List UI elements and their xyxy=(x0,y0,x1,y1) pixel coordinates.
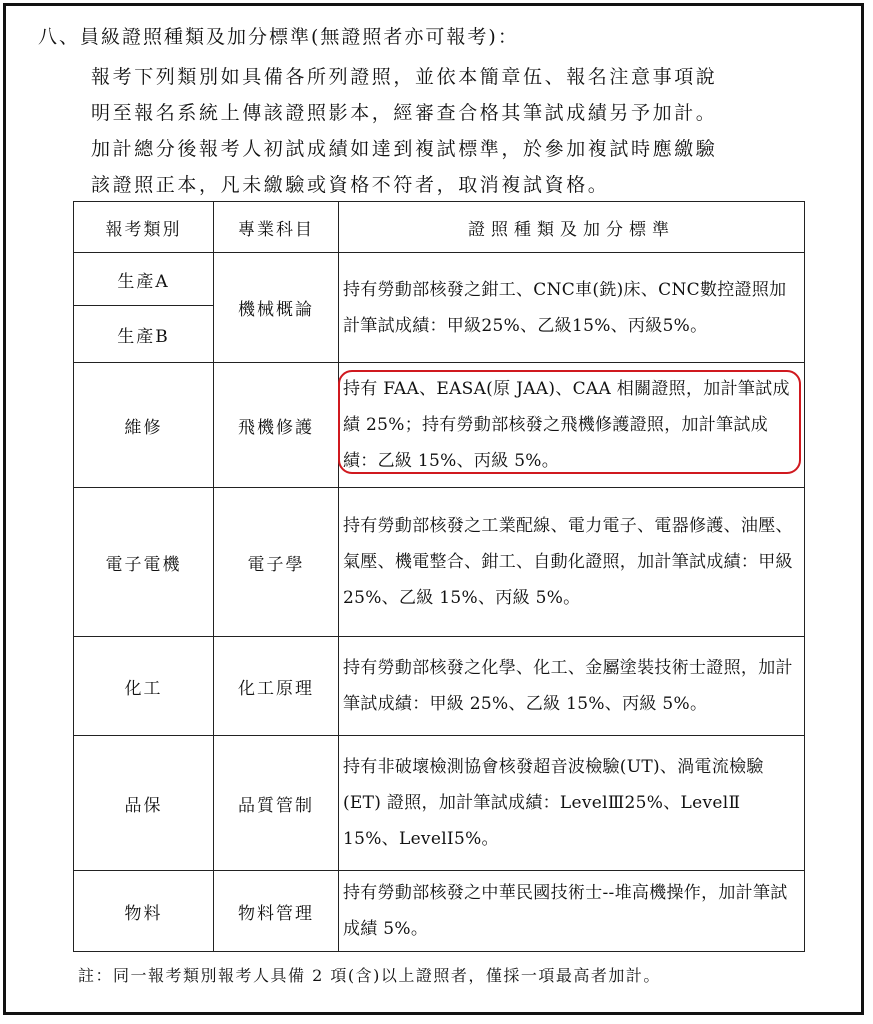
intro-line-4: 該證照正本，凡未繳驗或資格不符者，取消複試資格。 xyxy=(91,174,610,196)
row-description: 持有勞動部核發之化學、化工、金屬塗裝技術士證照，加計筆試成績：甲級 25%、乙級 15%、丙級 5%。 xyxy=(339,637,805,736)
table-row xyxy=(74,363,805,488)
header-category: 報考類別 xyxy=(74,202,214,253)
row-subject: 化工原理 xyxy=(214,637,339,736)
row-subject: 物料管理 xyxy=(214,871,339,952)
table-row xyxy=(74,871,805,952)
table-row xyxy=(74,488,805,637)
intro-line-1: 報考下列類別如具備各所列證照，並依本簡章伍、報名注意事項說 xyxy=(91,66,718,88)
header-subject: 專業科目 xyxy=(214,202,339,253)
row-category: 化工 xyxy=(74,637,214,736)
table-row xyxy=(74,736,805,871)
table-row xyxy=(74,253,805,306)
intro-line-3: 加計總分後報考人初試成績如達到複試標準，於參加複試時應繳驗 xyxy=(91,138,718,160)
row-subject: 機械概論 xyxy=(214,253,339,363)
intro-line-2: 明至報名系統上傳該證照影本，經審查合格其筆試成績另予加計。 xyxy=(91,102,718,124)
row-category: 品保 xyxy=(74,736,214,871)
row-description: 持有非破壞檢測協會核發超音波檢驗(UT)、渦電流檢驗(ET) 證照，加計筆試成績：LevelⅢ25%、LevelⅡ 15%、LevelⅠ5%。 xyxy=(339,736,805,871)
row-subject: 飛機修護 xyxy=(214,363,339,488)
row-description: 持有勞動部核發之工業配線、電力電子、電器修護、油壓、氣壓、機電整合、鉗工、自動化證照，加計筆試成績：甲級 25%、乙級 15%、丙級 5%。 xyxy=(339,488,805,637)
table-row xyxy=(74,637,805,736)
section-heading: 八、員級證照種類及加分標準(無證照者亦可報考)： xyxy=(38,26,519,48)
row-category: 物料 xyxy=(74,871,214,952)
row-subject: 品質管制 xyxy=(214,736,339,871)
row-description: 持有勞動部核發之中華民國技術士--堆高機操作，加計筆試成績 5%。 xyxy=(339,871,805,952)
row-category: 維修 xyxy=(74,363,214,488)
row-category: 電子電機 xyxy=(74,488,214,637)
row-description: 持有勞動部核發之鉗工、CNC車(銑)床、CNC數控證照加計筆試成績：甲級25%、乙級15%、丙級5%。 xyxy=(339,253,805,363)
footnote: 註：同一報考類別報考人具備 2 項(含)以上證照者，僅採一項最高者加計。 xyxy=(78,966,661,985)
row-category: 生產B xyxy=(74,306,214,363)
row-category: 生產A xyxy=(74,253,214,306)
header-description: 證照種類及加分標準 xyxy=(339,202,805,253)
table-header-row xyxy=(74,202,805,253)
row-description: 持有 FAA、EASA(原 JAA)、CAA 相關證照，加計筆試成績 25%；持有勞動部核發之飛機修護證照，加計筆試成績：乙級 15%、丙級 5%。 xyxy=(339,363,805,488)
row-subject: 電子學 xyxy=(214,488,339,637)
certification-table xyxy=(73,201,805,952)
